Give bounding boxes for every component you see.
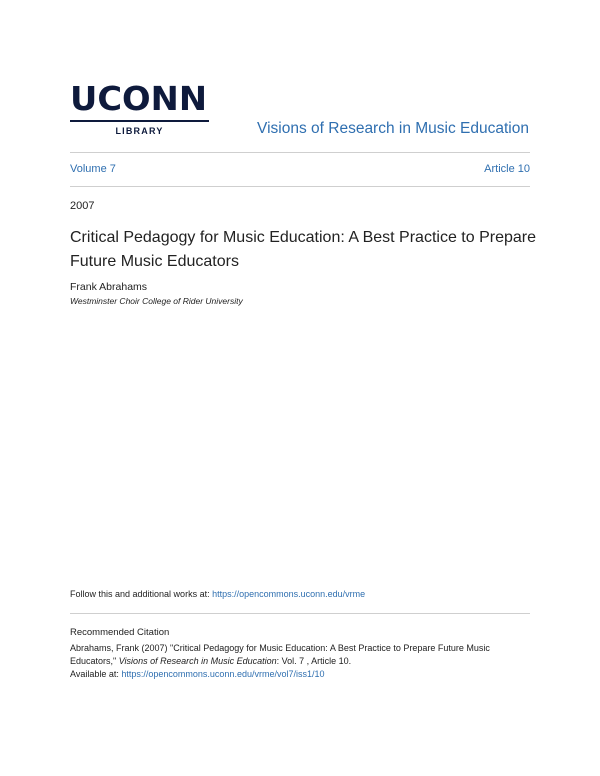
author-affiliation: Westminster Choir College of Rider University: [70, 296, 243, 306]
journal-title[interactable]: Visions of Research in Music Education: [257, 120, 529, 137]
follow-line: [70, 589, 365, 599]
citation-journal: Visions of Research in Music Education: [118, 656, 277, 666]
available-label: Available at:: [70, 669, 122, 679]
meta-divider: [70, 186, 530, 187]
follow-text: Follow this and additional works at:: [70, 589, 213, 599]
header-divider: [70, 152, 530, 153]
citation-line2: : Vol. 7 , Article 10.: [276, 656, 352, 666]
available-link[interactable]: https://opencommons.uconn.edu/vrme/vol7/iss1/10: [121, 669, 325, 679]
recommended-citation-heading: Recommended Citation: [70, 627, 170, 638]
article-title: Critical Pedagogy for Music Education: A Best Practice to Prepare Future Music Educators: [70, 229, 537, 270]
author-name: Frank Abrahams: [70, 281, 148, 293]
citation-text: [70, 642, 535, 681]
footer-divider: [70, 613, 530, 614]
uconn-library-logo: [70, 79, 210, 136]
logo-wordmark: UCONN: [70, 79, 207, 118]
logo-divider: [70, 120, 209, 122]
follow-link[interactable]: https://opencommons.uconn.edu/vrme: [212, 589, 366, 599]
publication-year: 2007: [70, 200, 95, 212]
volume-link[interactable]: Volume 7: [70, 163, 116, 175]
citation-line1: Abrahams, Frank (2007) "Critical Pedagogy for Music Education: A Best Practice to Prepare Future Music Educators,": [70, 643, 490, 666]
article-link[interactable]: Article 10: [484, 163, 530, 175]
logo-subtitle: LIBRARY: [115, 125, 164, 136]
